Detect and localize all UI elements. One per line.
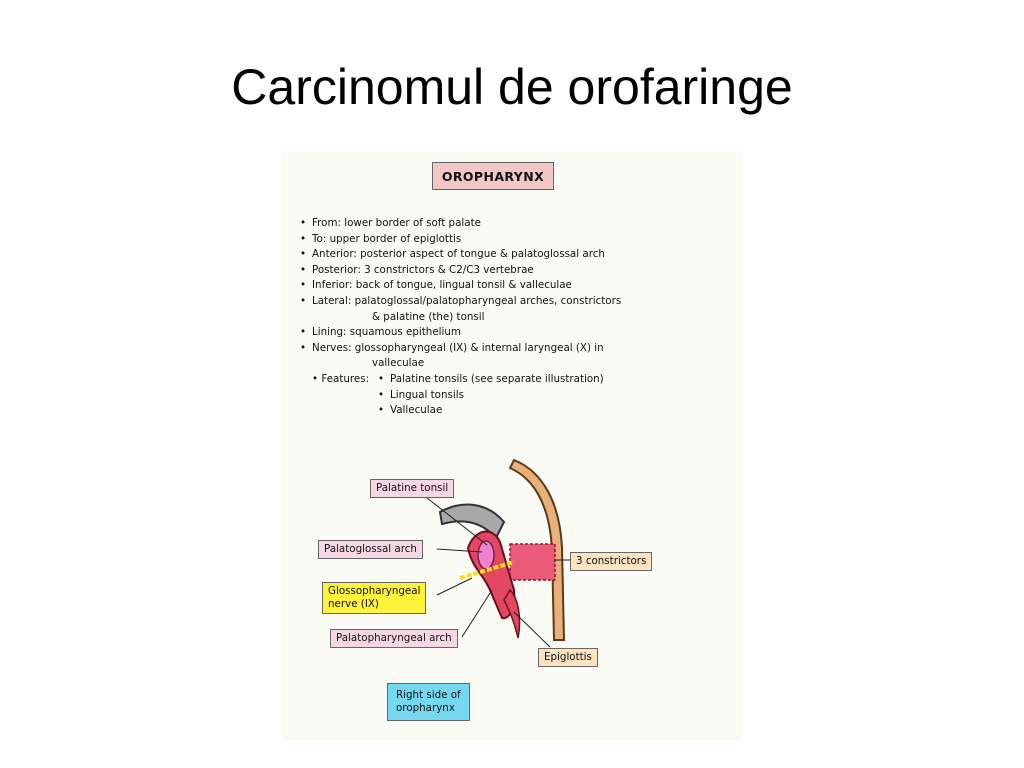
constrictor-muscle-shape <box>510 544 555 580</box>
bullet-icon: • <box>300 217 307 229</box>
feature-text: Valleculae <box>390 404 443 417</box>
bullet-icon: • <box>300 326 307 339</box>
bullet-icon: • <box>300 341 307 354</box>
oropharynx-illustration <box>282 150 742 740</box>
label-palatopharyngeal-arch: Palatopharyngeal arch <box>330 629 458 648</box>
bullet-icon: • <box>300 232 307 245</box>
label-constrictors: 3 constrictors <box>570 552 652 571</box>
feature-text: Lingual tonsils <box>390 388 464 401</box>
label-glossopharyngeal-nerve <box>322 582 426 614</box>
leader-line <box>462 590 492 637</box>
bullet-icon: • <box>312 372 319 385</box>
feature-text: Palatine tonsils (see separate illustration) <box>390 372 604 385</box>
note-text: Lining: squamous epithelium <box>312 326 461 339</box>
palatine-tonsil-shape <box>478 541 494 569</box>
note-continuation: & palatine (the) tonsil <box>372 310 485 323</box>
note-text: Nerves: glossopharyngeal (IX) & internal laryngeal (X) in <box>312 341 604 354</box>
bullet-icon: • <box>300 294 307 307</box>
figure-heading: OROPHARYNX <box>432 162 554 190</box>
label-line: oropharynx <box>396 702 455 714</box>
bullet-icon: • <box>300 279 307 292</box>
slide-title: Carcinomul de orofaringe <box>231 59 793 115</box>
bullet-icon: • <box>378 372 385 385</box>
note-text: Posterior: 3 constrictors & C2/C3 vertebrae <box>312 263 534 276</box>
bullet-icon: • <box>300 263 307 276</box>
label-epiglottis: Epiglottis <box>538 648 598 667</box>
label-line: Glossopharyngeal <box>328 585 421 597</box>
label-palatine-tonsil: Palatine tonsil <box>370 479 454 498</box>
note-continuation: valleculae <box>372 357 425 370</box>
note-text: To: upper border of epiglottis <box>312 232 462 245</box>
oropharynx-figure <box>282 150 742 740</box>
note-text: Inferior: back of tongue, lingual tonsil & valleculae <box>312 279 572 292</box>
leader-line <box>437 578 472 595</box>
note-text: From: lower border of soft palate <box>312 217 481 229</box>
note-text: Lateral: palatoglossal/palatopharyngeal arches, constrictors <box>312 294 622 307</box>
features-label-text: Features: <box>321 372 370 385</box>
bullet-icon: • <box>300 248 307 261</box>
bullet-icon: • <box>378 388 385 401</box>
label-line: nerve (IX) <box>328 598 379 610</box>
note-text: Anterior: posterior aspect of tongue & palatoglossal arch <box>312 248 605 261</box>
label-line: Right side of <box>396 689 461 701</box>
label-right-side-oropharynx <box>387 683 470 721</box>
label-palatoglossal-arch: Palatoglossal arch <box>318 540 423 559</box>
bullet-icon: • <box>378 404 385 417</box>
